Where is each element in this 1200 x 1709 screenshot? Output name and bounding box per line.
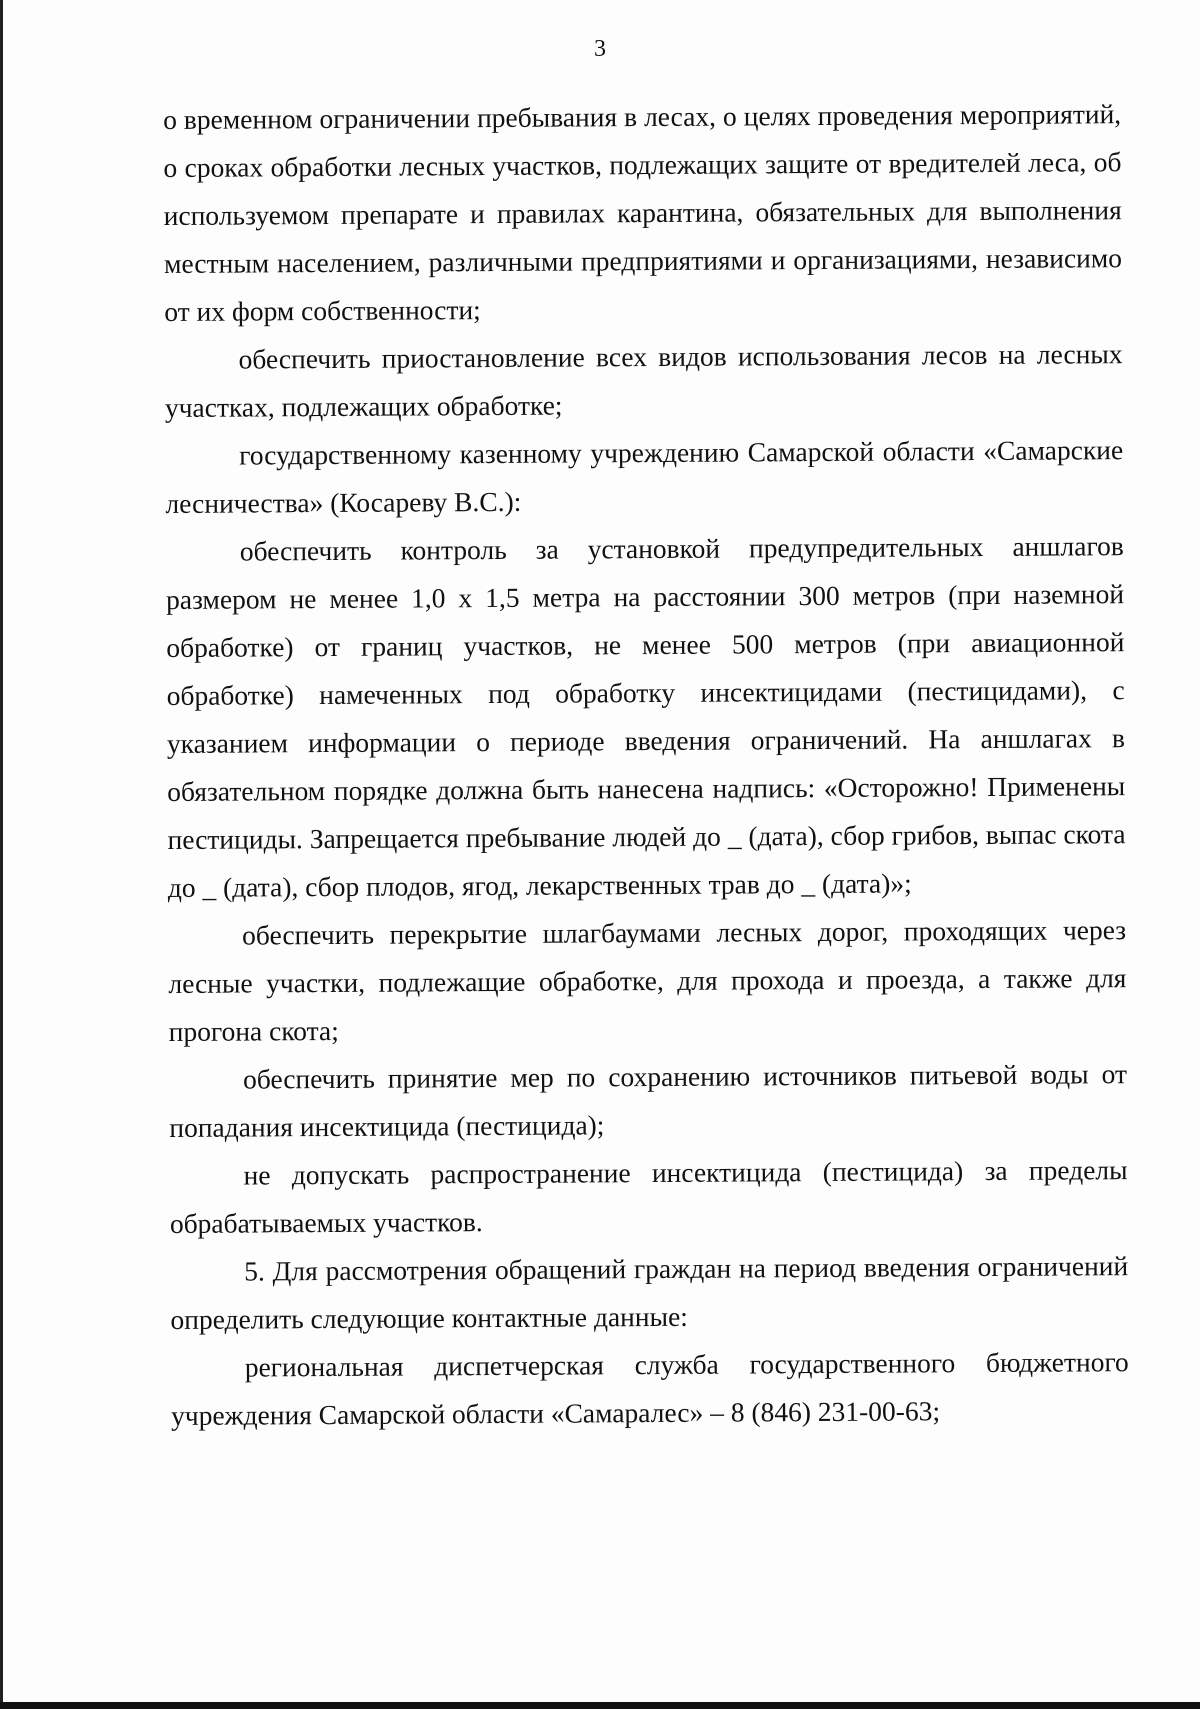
- paragraph-item-5-contacts: 5. Для рассмотрения обращений граждан на период введения ограничений определить следующие контактные данные:: [170, 1250, 1129, 1335]
- paragraph-suspend-forest-use: обеспечить приостановление всех видов использования лесов на лесных участках, подлежащих обработке;: [164, 338, 1123, 423]
- scan-edge-left: [0, 0, 3, 1709]
- paragraph-restrictions-info: о временном ограничении пребывания в лесах, о целях проведения мероприятий, о сроках обработки лесных участков, подлежащих защите от вредителей леса, об используемом препарате и правилах карантина, обязательных для выполнения местным населением, различными предприятиями и организациями, независимо от их форм собственности;: [163, 98, 1123, 327]
- paragraph-warning-signs: обеспечить контроль за установкой предупредительных аншлагов размером не менее 1,0 х 1,5 метра на расстоянии 300 метров (при наземной обработке) от границ участков, не менее 500 метров (при авиационной обработке) намеченных под обработку инсектицидами (пестицидами), с указанием информации о периоде введения ограничений. На аншлагах в обязательном порядке должна быть нанесена надпись: «Осторожно! Применены пестициды. Запрещается пребывание людей до _ (дата), сбор грибов, выпас скота до _ (дата), сбор плодов, ягод, лекарственных трав до _ (дата)»;: [165, 530, 1126, 903]
- scan-edge-bottom: [0, 1702, 1200, 1709]
- paragraph-no-spread: не допускать распространение инсектицида (пестицида) за пределы обрабатываемых участков.: [169, 1154, 1128, 1239]
- paragraph-barriers: обеспечить перекрытие шлагбаумами лесных дорог, проходящих через лесные участки, подлежащие обработке, для прохода и проезда, а также для прогона скота;: [168, 914, 1127, 1047]
- document-body: [163, 90, 1129, 1440]
- paragraph-addressee-forestries: государственному казенному учреждению Самарской области «Самарские лесничества» (Косареву В.С.):: [165, 434, 1124, 519]
- paragraph-dispatch-service: региональная диспетчерская служба государственного бюджетного учреждения Самарской области «Самаралес» – 8 (846) 231-00-63;: [170, 1346, 1129, 1431]
- page-number: 3: [594, 36, 606, 62]
- paragraph-water-protection: обеспечить принятие мер по сохранению источников питьевой воды от попадания инсектицида (пестицида);: [169, 1058, 1128, 1143]
